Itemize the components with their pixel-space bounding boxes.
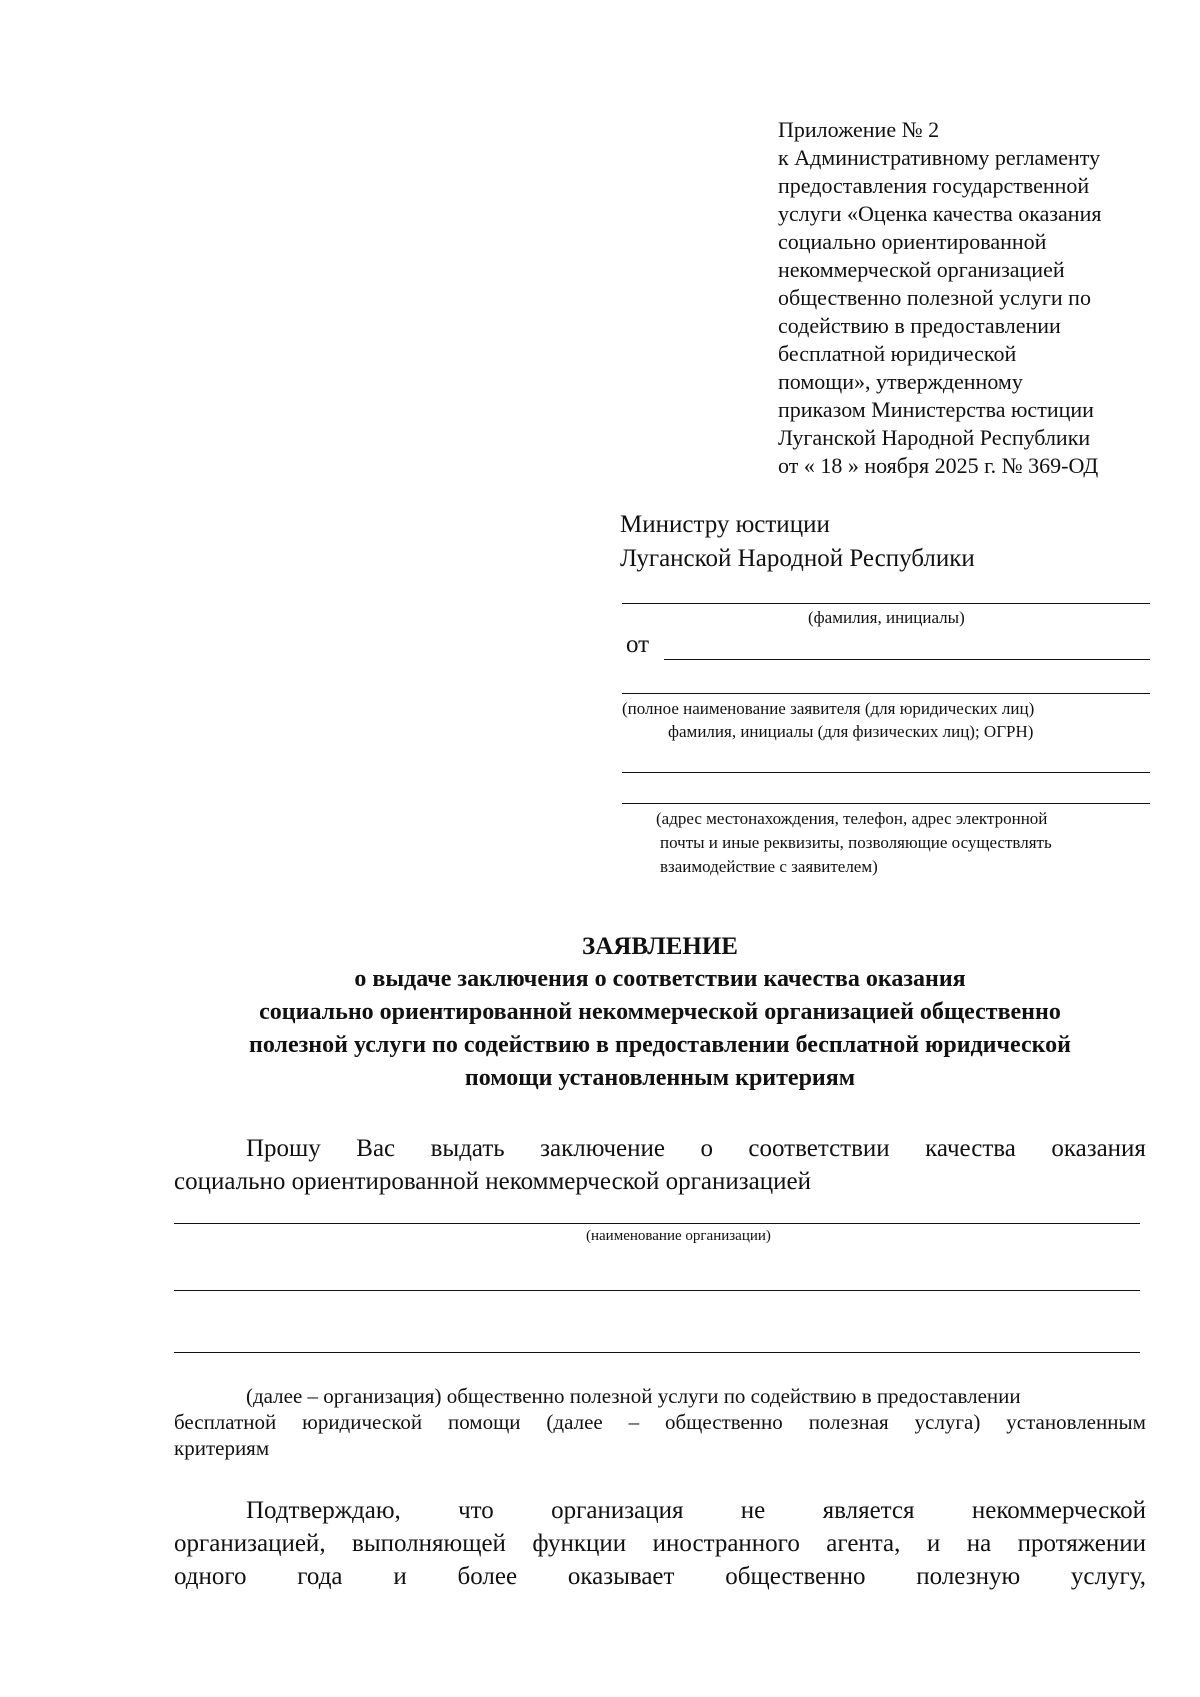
word: одного [174,1563,247,1590]
appendix-line: Приложение № 2 [778,117,940,142]
word: общественно [665,1410,783,1434]
word: что [458,1497,494,1524]
word: заключение [540,1135,665,1162]
confirm-paragraph [174,1494,1146,1593]
title-line: полезной услуги по содействию в предоставлении бесплатной юридической [249,1032,1071,1058]
word: некоммерческой [971,1497,1146,1524]
word: Прошу [246,1135,321,1162]
word: оказывает [567,1563,675,1590]
applicant-field-line[interactable] [622,693,1150,694]
word: услугу, [1070,1563,1146,1590]
surname-field-line[interactable] [622,603,1150,604]
word: иностранного [652,1530,800,1557]
word: выполняющей [352,1530,506,1557]
word: установленным [1006,1410,1146,1434]
applicant-caption-2: фамилия, инициалы (для физических лиц); ОГРН) [668,722,1034,741]
word: является [822,1497,915,1524]
appendix-line: приказом Министерства юстиции [778,397,1094,422]
word: полезная [808,1410,889,1434]
applicant-caption-1: (полное наименование заявителя (для юридических лиц) [622,699,1035,718]
title-line: помощи установленным критериям [464,1065,856,1091]
word: более [457,1563,518,1590]
word: о [700,1135,713,1162]
word: общественно [725,1563,866,1590]
addressee-line: Министру юстиции [620,511,830,538]
appendix-line: к Административному регламенту [778,145,1101,170]
title-line: социально ориентированной некоммерческой организацией общественно [259,999,1061,1025]
appendix-line: бесплатной юридической [778,341,1017,366]
word: соответствии [748,1135,890,1162]
word: на [966,1530,992,1557]
surname-caption: (фамилия, инициалы) [808,608,965,627]
word: и [393,1563,407,1590]
continuation-line-1: (далее – организация) общественно полезной услуги по содействию в предоставлении [246,1384,1021,1408]
addressee-line: Луганской Народной Республики [620,545,975,572]
appendix-line: услуги «Оценка качества оказания [778,201,1102,226]
word: организация [551,1497,684,1524]
word: помощи [447,1410,521,1434]
org-name-field-line-2[interactable] [174,1290,1140,1291]
address-field-line-2[interactable] [622,803,1150,804]
appendix-line: некоммерческой организацией [778,257,1065,282]
confirm-line-1 [174,1494,1146,1527]
appendix-line: социально ориентированной [778,229,1047,254]
appendix-line: предоставления государственной [778,173,1090,198]
org-name-field-line-1[interactable] [174,1223,1140,1224]
word: качества [925,1135,1016,1162]
address-field-line-1[interactable] [622,772,1150,773]
word: услуга) [914,1410,981,1434]
appendix-line: Луганской Народной Республики [778,425,1091,450]
org-name-field-line-3[interactable] [174,1352,1140,1353]
address-caption-3: взаимодействие с заявителем) [660,857,878,876]
word: полезную [916,1563,1021,1590]
address-caption-1: (адрес местонахождения, телефон, адрес электронной [656,809,1048,828]
title-main: ЗАЯВЛЕНИЕ [582,933,738,960]
word: оказания [1051,1135,1146,1162]
appendix-line: общественно полезной услуги по [778,285,1091,310]
word: выдать [430,1135,505,1162]
addressee [620,508,975,576]
appendix-line: от « 18 » ноября 2025 г. № 369-ОД [778,453,1099,478]
appendix-line: содействию в предоставлении [778,313,1061,338]
word: бесплатной [174,1410,277,1434]
from-label: от [626,631,650,658]
title-line: о выдаче заключения о соответствии качества оказания [354,966,966,992]
document-title [160,930,1160,1095]
word: (далее [546,1410,603,1434]
word: протяжении [1017,1530,1146,1557]
continuation-paragraph [174,1383,1146,1461]
address-caption-2: почты и иные реквизиты, позволяющие осуществлять [660,833,1052,852]
org-name-caption: (наименование организации) [586,1228,771,1244]
request-paragraph [174,1132,1146,1198]
word: Подтверждаю, [246,1497,401,1524]
word: Вас [356,1135,396,1162]
word: функции [532,1530,627,1557]
word: и [926,1530,941,1557]
from-field-line[interactable] [664,659,1150,660]
word: юридической [302,1410,423,1434]
request-line-1 [174,1132,1146,1165]
request-line-2: социально ориентированной некоммерческой организацией [174,1168,811,1195]
confirm-line-2 [174,1527,1146,1560]
confirm-line-3 [174,1560,1146,1593]
continuation-line-2 [174,1409,1146,1435]
word: года [297,1563,343,1590]
appendix-note [778,116,1178,480]
continuation-line-3: критериям [174,1436,270,1460]
word: организацией, [174,1530,326,1557]
appendix-line: помощи», утвержденному [778,369,1023,394]
word: не [740,1497,766,1524]
word: агента, [826,1530,901,1557]
word: – [628,1410,640,1434]
